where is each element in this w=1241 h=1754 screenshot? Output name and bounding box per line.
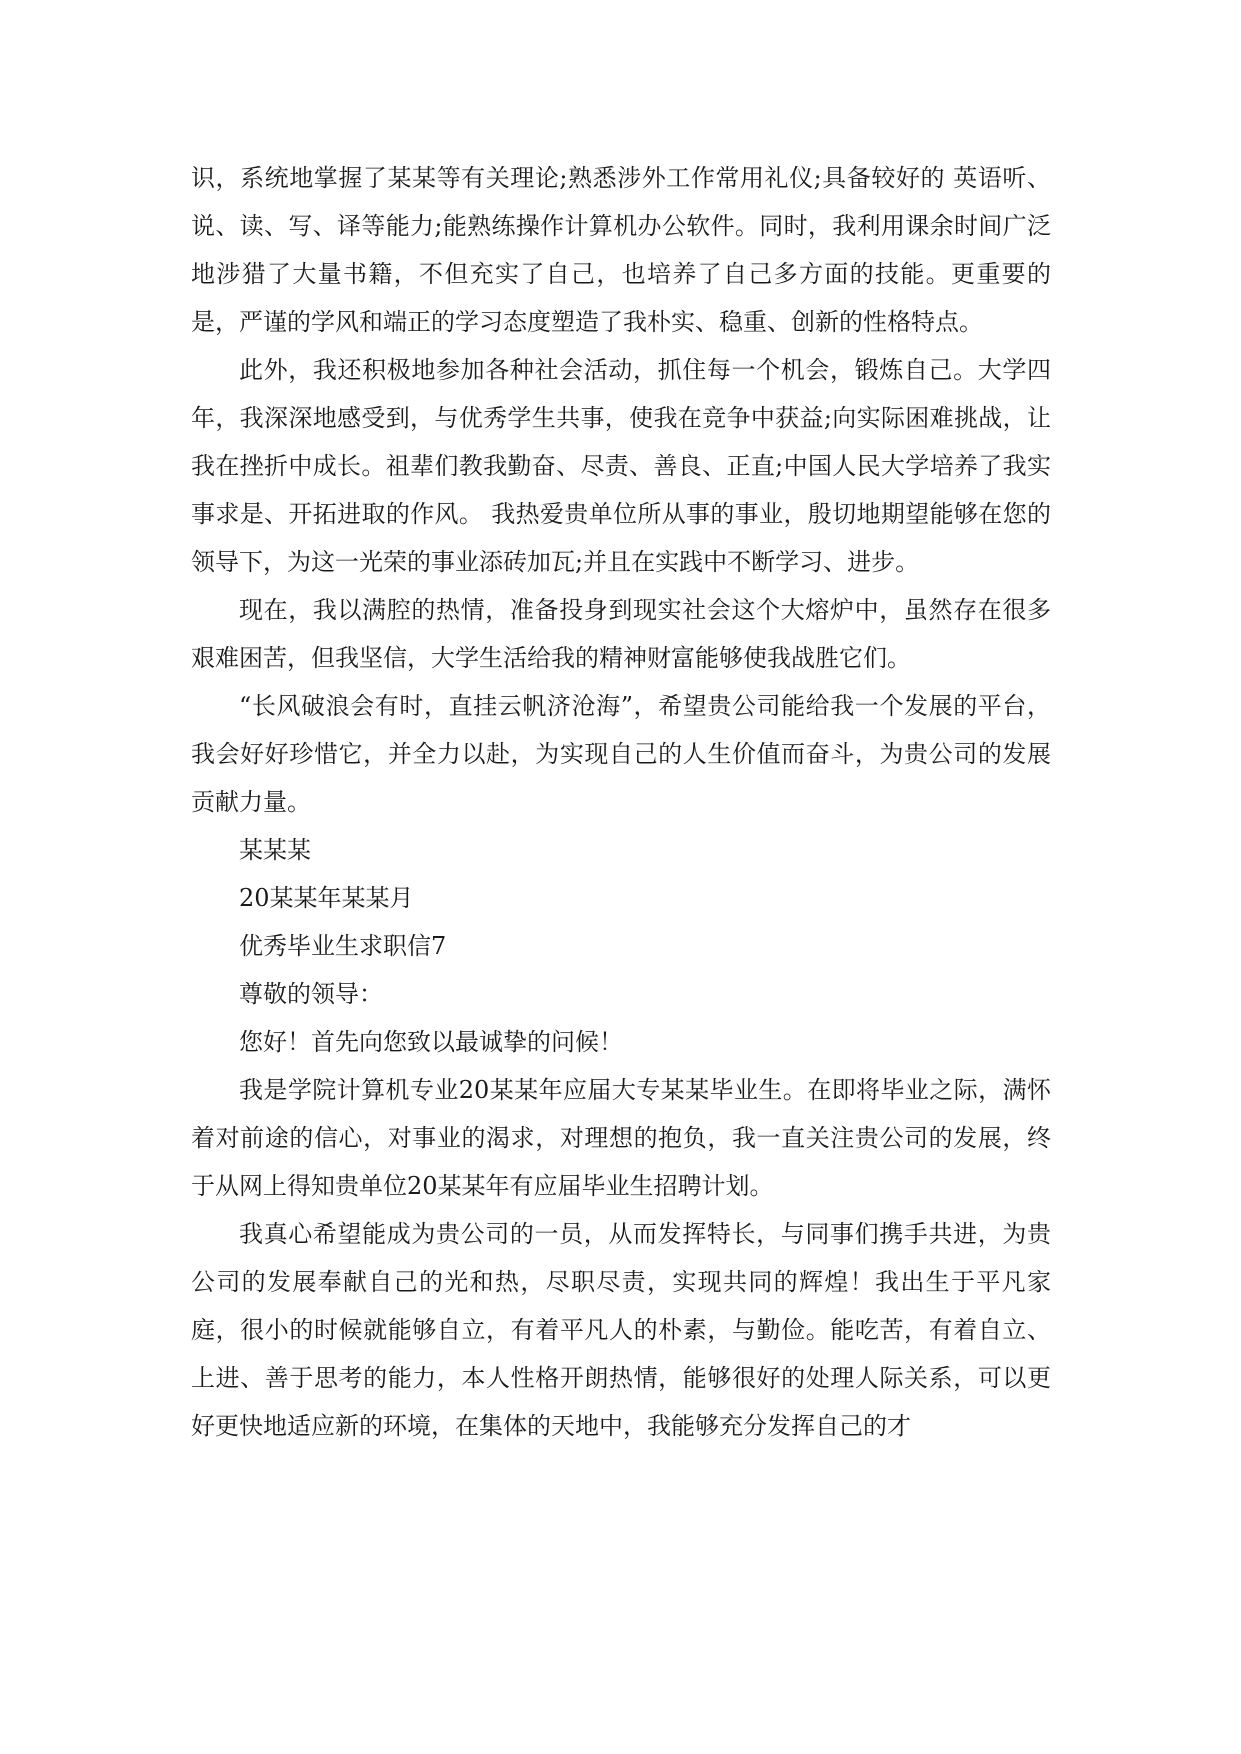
paragraph-introduction: 我是学院计算机专业20某某年应届大专某某毕业生。在即将毕业之际，满怀着对前途的信心，对事业的渴求，对理想的抱负，我一直关注贵公司的发展，终于从网上得知贵单位20某某年有应届毕业生招聘计划。 — [191, 1076, 1051, 1200]
paragraph-social-activities: 此外，我还积极地参加各种社会活动，抓住每一个机会，锻炼自己。大学四年，我深深地感受到，与优秀学生共事，使我在竞争中获益;向实际困难挑战，让我在挫折中成长。祖辈们教我勤奋、尽责、善良、正直;中国人民大学培养了我实事求是、开拓进取的作风。 我热爱贵单位所从事的事业，殷切地期望能够在您的领导下，为这一光荣的事业添砖加瓦;并且在实践中不断学习、进步。 — [191, 356, 1051, 576]
greeting: 您好！首先向您致以最诚挚的问候！ — [239, 1028, 623, 1056]
signature-date: 20某某年某某月 — [239, 884, 414, 912]
paragraph-quote-wish: “长风破浪会有时，直挂云帆济沧海”，希望贵公司能给我一个发展的平台，我会好好珍惜它，并全力以赴，为实现自己的人生价值而奋斗，为贵公司的发展贡献力量。 — [191, 692, 1051, 816]
paragraph-continued-skills: 识，系统地掌握了某某等有关理论;熟悉涉外工作常用礼仪;具备较好的 英语听、说、读、写、译等能力;能熟练操作计算机办公软件。同时，我利用课余时间广泛地涉猎了大量书籍，不但充实了自己，也培养了自己多方面的技能。更重要的是，严谨的学风和端正的学习态度塑造了我朴实、稳重、创新的性格特点。 — [191, 164, 1051, 336]
paragraph-enthusiasm: 现在，我以满腔的热情，准备投身到现实社会这个大熔炉中，虽然存在很多艰难困苦，但我坚信，大学生活给我的精神财富能够使我战胜它们。 — [191, 596, 1051, 672]
document-body — [191, 154, 1051, 1450]
signature-name: 某某某 — [239, 836, 311, 864]
section-title: 优秀毕业生求职信7 — [239, 932, 447, 960]
paragraph-aspiration: 我真心希望能成为贵公司的一员，从而发挥特长，与同事们携手共进，为贵公司的发展奉献自己的光和热，尽职尽责，实现共同的辉煌！我出生于平凡家庭，很小的时候就能够自立，有着平凡人的朴素，与勤俭。能吃苦，有着自立、上进、善于思考的能力，本人性格开朗热情，能够很好的处理人际关系，可以更好更快地适应新的环境，在集体的天地中，我能够充分发挥自己的才 — [191, 1220, 1051, 1440]
salutation: 尊敬的领导： — [239, 980, 383, 1008]
